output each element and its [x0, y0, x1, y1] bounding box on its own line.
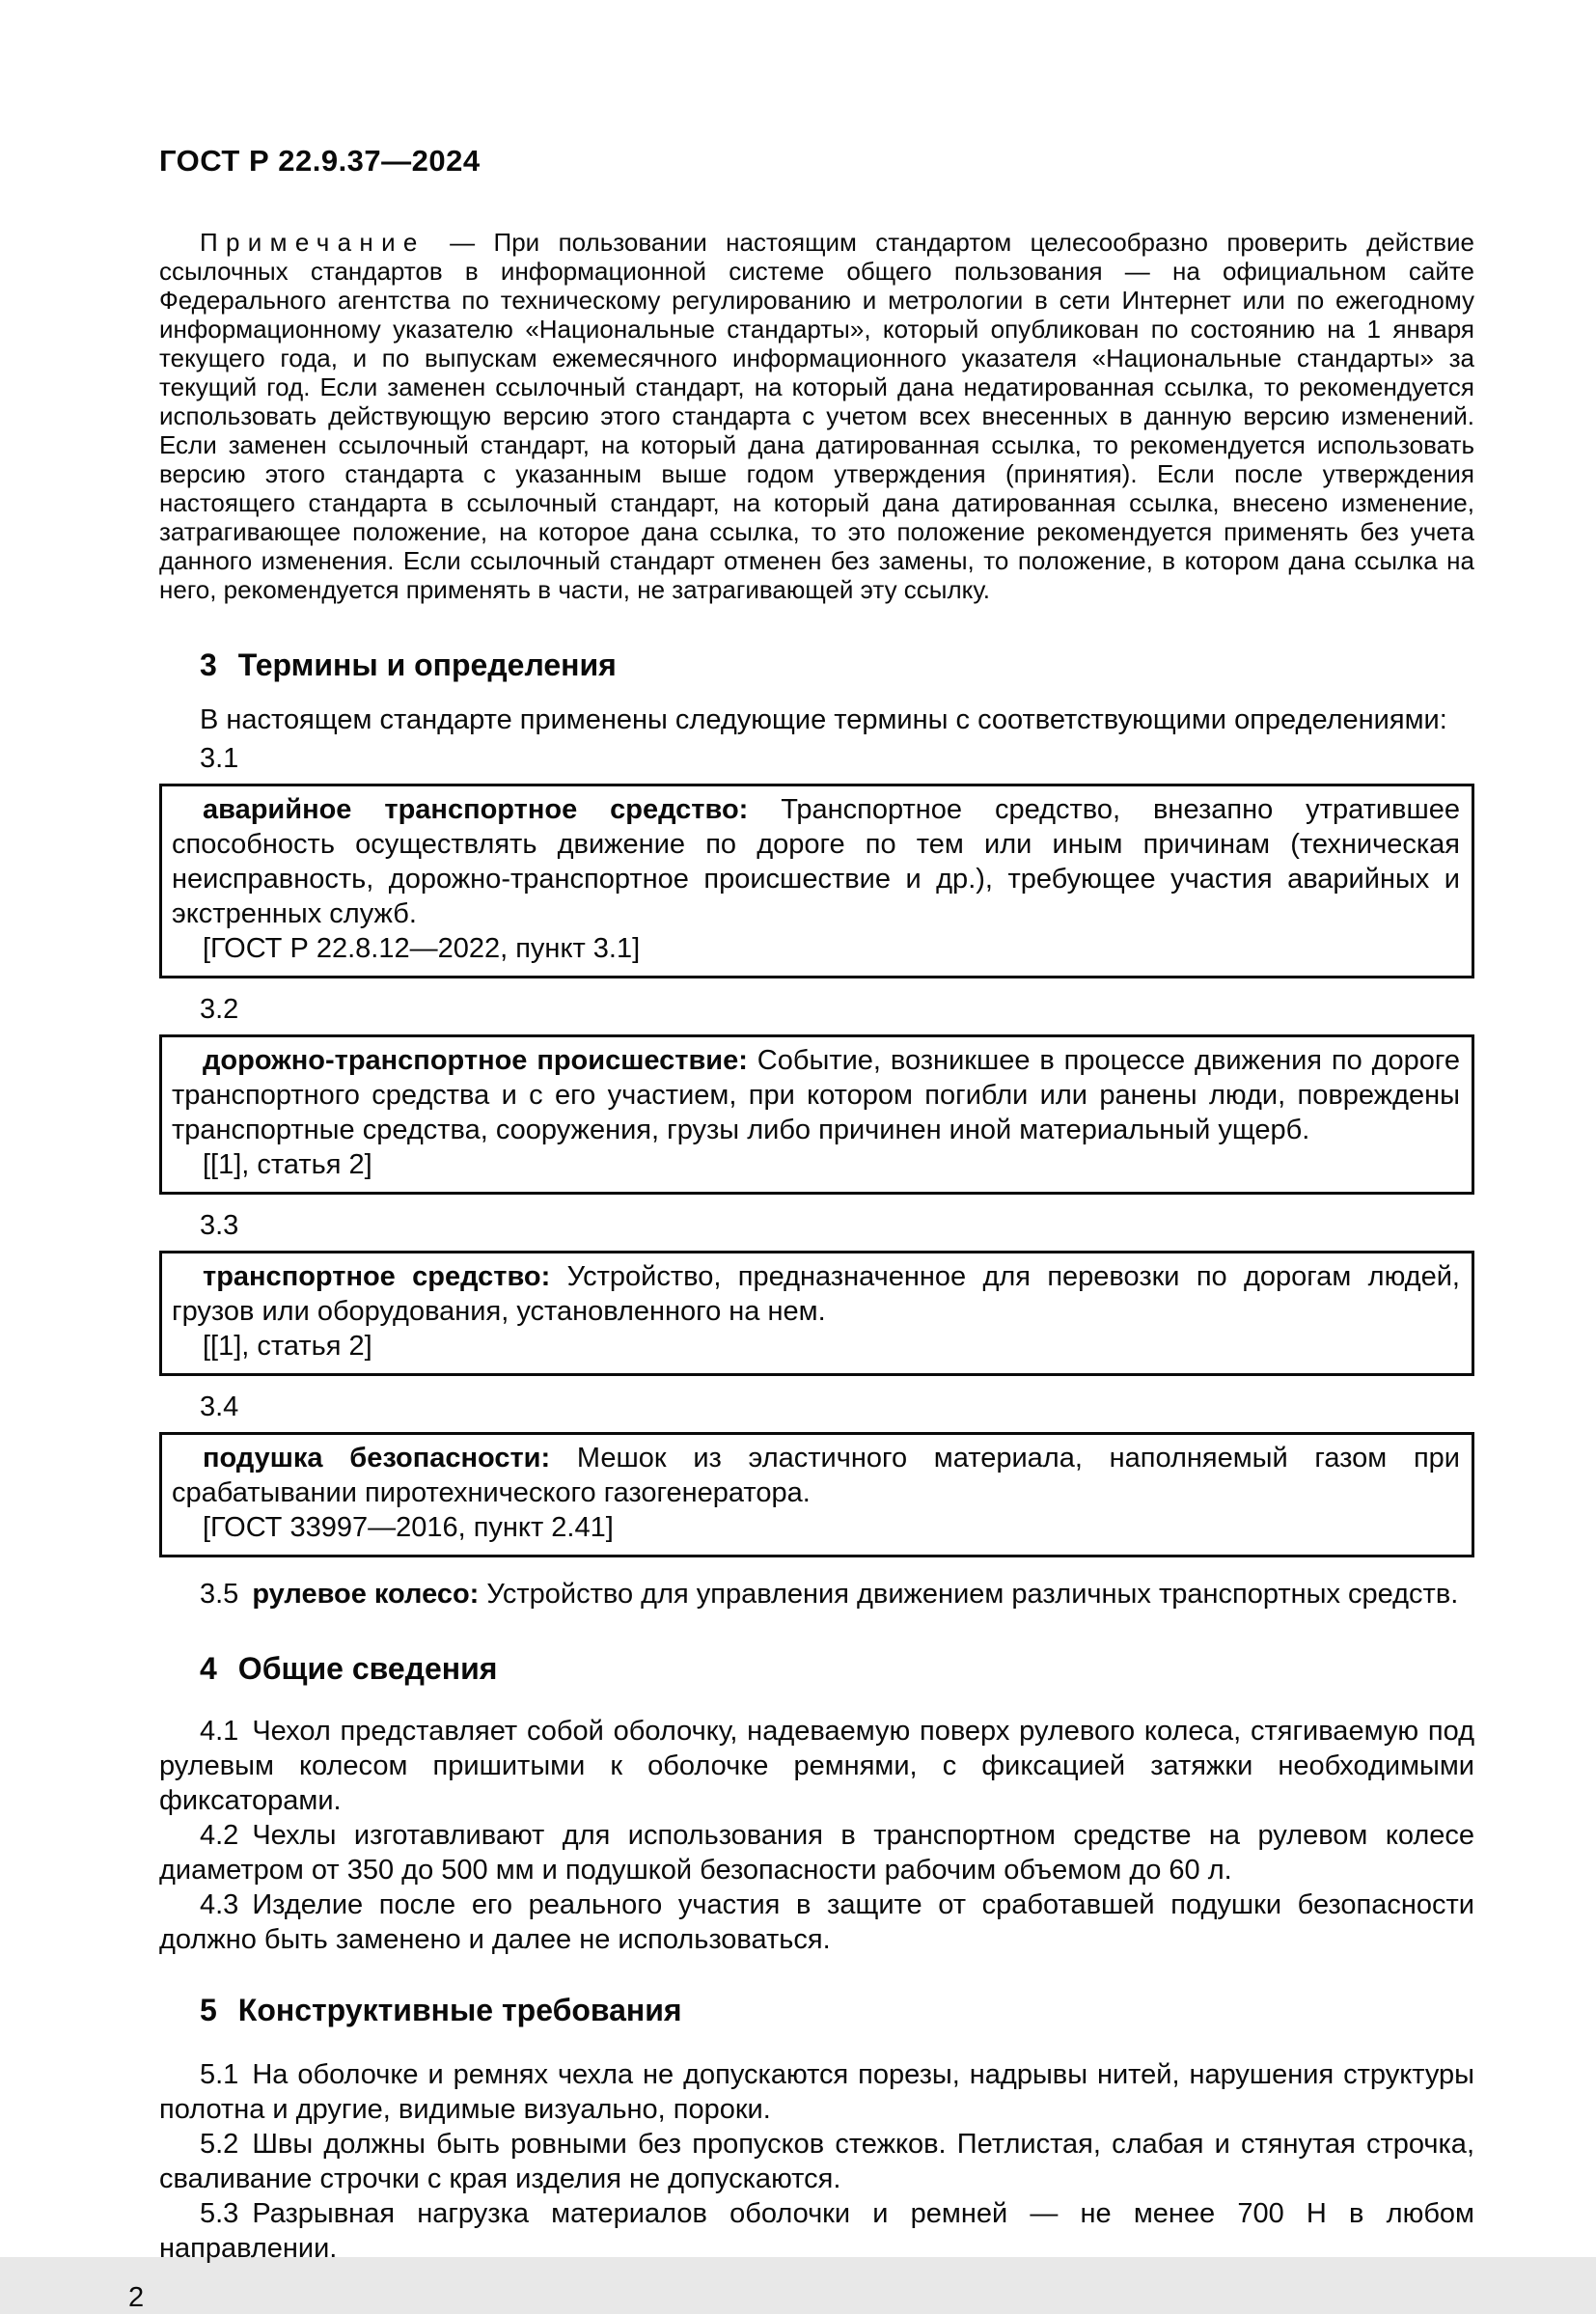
term-3-3-definition [172, 1259, 1460, 1329]
paragraph-4-3-text: Изделие после его реального участия в защите от сработавшей подушки безопасности должно быть заменено и далее не использоваться. [159, 1889, 1474, 1955]
paragraph-5-1-number: 5.1 [200, 2059, 239, 2090]
term-3-2-number: 3.2 [200, 994, 239, 1025]
section-3-heading [159, 647, 1474, 683]
term-box-3-3 [159, 1251, 1474, 1376]
paragraph-5-2-text: Швы должны быть ровными без пропусков стежков. Петлистая, слабая и стянутая строчка, сваливание строчки с края изделия не допускаются. [159, 2129, 1474, 2194]
term-box-3-4 [159, 1432, 1474, 1557]
term-3-1-number: 3.1 [200, 743, 239, 774]
paragraph-5-2-number: 5.2 [200, 2129, 239, 2160]
running-header [159, 143, 1474, 179]
page-number: 2 [128, 2282, 145, 2313]
section-3-number: 3 [200, 647, 217, 682]
term-3-2-definition [172, 1043, 1460, 1147]
term-3-3-name: транспортное средство: [203, 1261, 551, 1292]
section-3-intro: В настоящем стандарте применены следующие термины с соответствующими определениями: [200, 704, 1447, 735]
section-4-number: 4 [200, 1651, 217, 1686]
note-paragraph [159, 228, 1474, 604]
term-3-3-source: [[1], статья 2] [203, 1331, 372, 1362]
term-3-4-number: 3.4 [200, 1391, 239, 1422]
section-5-number: 5 [200, 1993, 217, 2027]
term-3-3-number: 3.3 [200, 1210, 239, 1241]
section-4-title: Общие сведения [237, 1651, 498, 1686]
paragraph-4-1 [159, 1714, 1474, 1818]
term-3-2-name: дорожно-транспортное происшествие: [203, 1045, 748, 1076]
paragraph-5-2 [159, 2127, 1474, 2196]
term-3-2-source: [[1], статья 2] [203, 1149, 372, 1180]
paragraph-5-1 [159, 2057, 1474, 2127]
term-3-1-source: [ГОСТ Р 22.8.12—2022, пункт 3.1] [203, 933, 641, 964]
paragraph-4-3-number: 4.3 [200, 1889, 239, 1920]
note-label: Примечание [200, 228, 426, 257]
term-3-4-source: [ГОСТ 33997—2016, пункт 2.41] [203, 1512, 614, 1543]
term-3-4-text: Мешок из эластичного материала, наполняемый газом при срабатывании пиротехнического газогенератора. [172, 1443, 1460, 1508]
paragraph-4-2 [159, 1818, 1474, 1887]
section-5-title: Конструктивные требования [237, 1993, 682, 2027]
term-3-1-text: Транспортное средство, внезапно утратившее способность осуществлять движение по дороге по тем или иным причинам (техническая неисправность, дорожно-транспортное происшествие и др.), требующее участия аварийных и экстренных служб. [172, 794, 1460, 929]
section-3-title: Термины и определения [237, 647, 617, 682]
paragraph-4-3 [159, 1887, 1474, 1957]
note-text: — При пользовании настоящим стандартом целесообразно проверить действие ссылочных стандартов в информационной системе общего пользования — на официальном сайте Федерального агентства по техническому регулированию и метрологии в сети Интернет или по ежегодному информационному указателю «Национальные стандарты», который опубликован по состоянию на 1 января текущего года, и по выпускам ежемесячного информационного указателя «Национальные стандарты» за текущий год. Если заменен ссылочный стандарт, на который дана недатированная ссылка, то рекомендуется использовать действующую версию этого стандарта с учетом всех внесенных в данную версию изменений. Если заменен ссылочный стандарт, на который дана датированная ссылка, то рекомендуется использовать версию этого стандарта с указанным выше годом утверждения (принятия). Если после утверждения настоящего стандарта в ссылочный стандарт, на который дана датированная ссылка, внесено изменение, затрагивающее положение, на которое дана ссылка, то это положение рекомендуется применять без учета данного изменения. Если ссылочный стандарт отменен без замены, то положение, в котором дана ссылка на него, рекомендуется применять в части, не затрагивающей эту ссылку. [159, 228, 1474, 604]
term-3-3-text: Устройство, предназначенное для перевозки по дорогам людей, грузов или оборудования, установленного на нем. [172, 1261, 1460, 1327]
term-3-4-definition [172, 1441, 1460, 1510]
term-3-5-text: Устройство для управления движением различных транспортных средств. [486, 1579, 1459, 1610]
term-3-1-name: аварийное транспортное средство: [203, 794, 749, 825]
term-3-1-definition [172, 792, 1460, 931]
paragraph-5-1-text: На оболочке и ремнях чехла не допускаются порезы, надрывы нитей, нарушения структуры полотна и другие, видимые визуально, пороки. [159, 2059, 1474, 2125]
term-3-5-name: рулевое колесо: [252, 1579, 480, 1610]
paragraph-4-2-number: 4.2 [200, 1820, 239, 1851]
section-4-heading [159, 1650, 1474, 1687]
term-box-3-1 [159, 784, 1474, 978]
paragraph-5-3-number: 5.3 [200, 2198, 239, 2229]
paragraph-4-1-text: Чехол представляет собой оболочку, надеваемую поверх рулевого колеса, стягиваемую под рулевым колесом пришитыми к оболочке ремнями, с фиксацией затяжки необходимыми фиксаторами. [159, 1716, 1474, 1816]
paragraph-5-3 [159, 2196, 1474, 2266]
paragraph-5-3-text: Разрывная нагрузка материалов оболочки и ремней — не менее 700 Н в любом направлении. [159, 2198, 1474, 2264]
term-3-4-name: подушка безопасности: [203, 1443, 551, 1474]
term-3-2-text: Событие, возникшее в процессе движения по дороге транспортного средства и с его участием, при котором погибли или ранены люди, повреждены транспортные средства, сооружения, грузы либо причинен иной материальный ущерб. [172, 1045, 1460, 1145]
standard-designation: ГОСТ Р 22.9.37—2024 [159, 144, 481, 178]
section-5-heading [159, 1992, 1474, 2028]
paragraph-4-2-text: Чехлы изготавливают для использования в транспортном средстве на рулевом колесе диаметром от 350 до 500 мм и подушкой безопасности рабочим объемом до 60 л. [159, 1820, 1474, 1886]
term-3-5 [159, 1577, 1474, 1612]
term-box-3-2 [159, 1034, 1474, 1195]
term-3-5-number: 3.5 [200, 1579, 239, 1610]
paragraph-4-1-number: 4.1 [200, 1716, 239, 1747]
